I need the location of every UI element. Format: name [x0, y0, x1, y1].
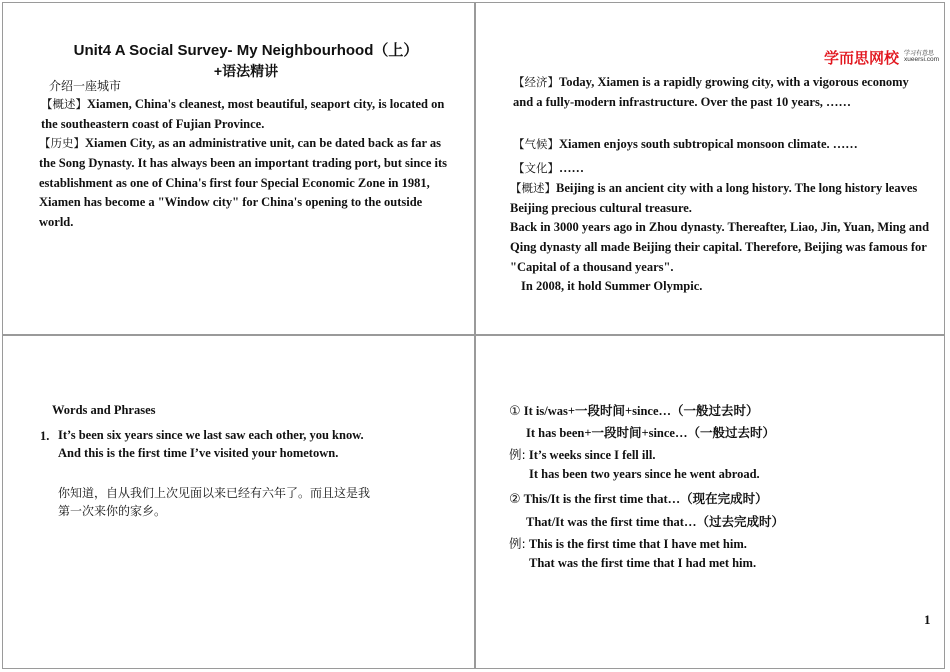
- history-text: Xiamen City, as an administrative unit, can be dated back as far as the Song Dynasty. It has always been an important trading port, but since its establishment as one of China's first four Special Economic Zone in 1981, Xiamen has become a "Window city" for China's opening to the outside world.: [39, 136, 448, 230]
- example-2-text-1: This is the first time that I have met him.: [528, 537, 747, 551]
- overview-paragraph: [41, 95, 446, 135]
- climate-paragraph: [513, 135, 933, 155]
- example-1-line-1: [509, 445, 655, 463]
- slide-2-panel: [475, 2, 945, 335]
- example-2-line-1: [509, 534, 747, 552]
- intro-label: 介绍一座城市: [49, 79, 122, 93]
- beijing-text: Beijing is an ancient city with a long history. The long history leaves Beijing precious cultural treasure.: [510, 181, 918, 215]
- slide-4-panel: [475, 335, 945, 669]
- rule-2-line-1: [509, 489, 768, 507]
- item-number: 1.: [40, 429, 50, 443]
- slide-3-panel: [2, 335, 475, 669]
- slide-1-panel: [2, 2, 475, 335]
- item-chinese-translation: 你知道，自从我们上次见面以来已经有六年了。而且这是我第一次来你的家乡。: [58, 486, 371, 518]
- beijing-paragraph: [510, 179, 930, 219]
- rule-2-marker: ②: [509, 492, 521, 507]
- item-english-sentence: It’s been six years since we last saw each other, you know. And this is the first time I’ve visited your hometown.: [58, 428, 364, 460]
- economy-text: Today, Xiamen is a rapidly growing city, with a vigorous economy and a fully-modern infrastructure. Over the past 10 years, ……: [513, 75, 909, 109]
- rule-1-marker: ①: [509, 404, 521, 419]
- example-1-text-1: It’s weeks since I fell ill.: [528, 448, 656, 462]
- climate-text: Xiamen enjoys south subtropical monsoon climate. ……: [559, 137, 858, 151]
- history-paragraph: [39, 134, 449, 233]
- culture-tag: 【文化】: [513, 161, 559, 175]
- history-tag: 【历史】: [39, 136, 85, 150]
- overview-text: Xiamen, China's cleanest, most beautiful, seaport city, is located on the southeastern coast of Fujian Province.: [41, 97, 445, 131]
- olympic-line: In 2008, it hold Summer Olympic.: [521, 279, 703, 293]
- slide-title-line1: Unit4 A Social Survey- My Neighbourhood（上）: [73, 42, 419, 59]
- page-number: 1: [924, 612, 931, 627]
- culture-text: ……: [559, 161, 584, 175]
- beijing-tag: 【概述】: [510, 181, 556, 195]
- rule-1-text-1: It is/was+一段时间+since…（一般过去时）: [523, 404, 759, 418]
- economy-paragraph: [513, 73, 913, 113]
- words-phrases-heading: Words and Phrases: [52, 403, 156, 417]
- rule-1-line-2: It has been+一段时间+since…（一般过去时）: [526, 426, 775, 440]
- logo-domain: xueersi.com: [904, 56, 940, 63]
- culture-paragraph: [513, 159, 933, 179]
- slide-title-line2: +语法精讲: [213, 63, 279, 79]
- logo-main-text: 学而思网校: [824, 49, 900, 67]
- example-2-line-2: That was the first time that I had met him.: [529, 556, 757, 570]
- economy-tag: 【经济】: [513, 75, 559, 89]
- climate-tag: 【气候】: [513, 137, 559, 151]
- example-1-line-2: It has been two years since he went abroad.: [529, 467, 760, 481]
- logo-slogan: 学习有意思: [904, 50, 935, 57]
- brand-logo: [824, 47, 940, 69]
- beijing-history-paragraph: Back in 3000 years ago in Zhou dynasty. Thereafter, Liao, Jin, Yuan, Ming and Qing dynasty all made Beijing their capital. Therefore, Beijing was famous for "Capital of a thousand years".: [510, 220, 930, 274]
- example-1-label: 例:: [509, 447, 526, 462]
- example-2-label: 例:: [509, 536, 526, 551]
- rule-1-line-1: [509, 401, 759, 419]
- rule-2-text-1: This/It is the first time that…（现在完成时）: [523, 492, 768, 506]
- overview-tag: 【概述】: [41, 97, 87, 111]
- rule-2-line-2: That/It was the first time that…（过去完成时）: [526, 515, 784, 529]
